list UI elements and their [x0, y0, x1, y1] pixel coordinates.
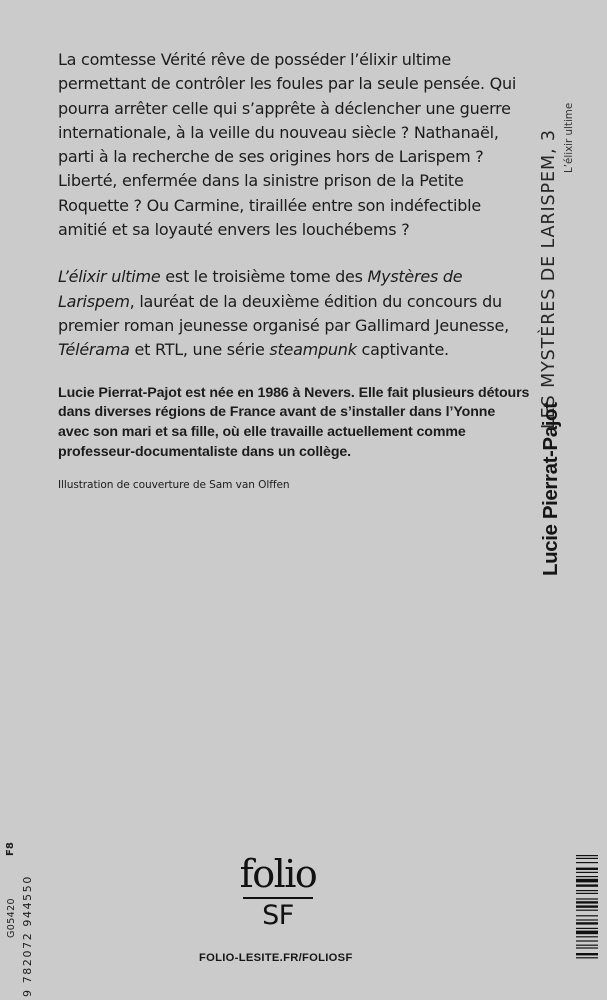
genre-term: steampunk [269, 340, 357, 360]
blurb-text: est le troisième tome des [160, 267, 368, 287]
barcode-stripe [576, 915, 598, 916]
barcode-stripe [576, 901, 598, 903]
website-url: FOLIO-LESITE.FR/FOLIOSF [199, 952, 353, 964]
barcode-stripe [576, 884, 598, 886]
barcode-stripe [576, 936, 598, 937]
barcode-stripe [576, 953, 598, 955]
barcode-stripe [576, 862, 598, 863]
barcode-icon [576, 855, 598, 995]
blurb-paragraph-2 [58, 265, 530, 362]
barcode-stripe [576, 947, 598, 948]
blurb-text: captivante. [356, 340, 449, 360]
barcode-stripe [576, 957, 598, 958]
author-bio: Lucie Pierrat-Pajot est née en 1986 à Nevers. Elle fait plusieurs détours dans diverses régions de France avant de s’installer dans l’Yonne avec son mari et sa fille, où elle travaille actuellement comme professeur-documentaliste dans un collège. [58, 384, 530, 460]
product-code: G05420 [6, 898, 17, 938]
barcode-stripe [576, 872, 598, 873]
book-title: L’élixir ultime [58, 267, 161, 287]
barcode-stripe [576, 879, 598, 883]
barcode-stripe [576, 898, 598, 899]
barcode-stripe [576, 890, 598, 891]
barcode-stripe [576, 919, 598, 920]
barcode-stripe [576, 928, 598, 929]
volume-subtitle-vertical: L’élixir ultime [563, 102, 575, 173]
barcode-stripe [576, 868, 598, 870]
barcode-stripe [576, 855, 598, 856]
barcode-stripe [576, 940, 598, 941]
back-cover-text [58, 48, 530, 491]
barcode-area [540, 840, 602, 1000]
blurb-text: , lauréat de la deuxième édition du concours du premier roman jeunesse organisé par Gallimard Jeunesse, [58, 291, 509, 335]
magazine-name: Télérama [58, 340, 130, 360]
blurb-text: et RTL, une série [129, 340, 270, 360]
series-title: Mystères de Larispem [58, 267, 463, 311]
series-title-vertical: LES MYSTÈRES DE LARISPEM, 3 [539, 129, 559, 429]
barcode-stripe [576, 893, 598, 894]
barcode-stripe [576, 876, 598, 877]
logo-folio-word: folio [239, 852, 317, 896]
barcode-stripe [576, 945, 598, 946]
illustration-credit: Illustration de couverture de Sam van Olffen [58, 478, 290, 491]
logo-divider [243, 897, 313, 899]
barcode-stripe [576, 858, 598, 859]
isbn-number: 9 782072 944550 [21, 875, 34, 997]
logo-sf-word: SF [262, 900, 294, 931]
barcode-stripe [576, 931, 598, 935]
price-code: F8 [5, 842, 16, 856]
folio-sf-logo-icon [222, 852, 334, 931]
barcode-stripe [576, 922, 598, 924]
author-name-vertical: Lucie Pierrat-Pajot [539, 402, 562, 576]
blurb-paragraph-1: La comtesse Vérité rêve de posséder l’élixir ultime permettant de contrôler les foules par la seule pensée. Qui pourra arrêter celle qui s’apprête à déclencher une guerre internationale, à la veille du nouveau siècle ? Nathanaël, parti à la recherche de ses origines hors de Larispem ? Liberté, enfermée dans la sinistre prison de la Petite Roquette ? Ou Carmine, tiraillée entre son indéfectible amitié et sa loyauté envers les louchébems ? [58, 50, 517, 240]
barcode-stripe [576, 910, 598, 911]
barcode-stripe [576, 905, 598, 907]
